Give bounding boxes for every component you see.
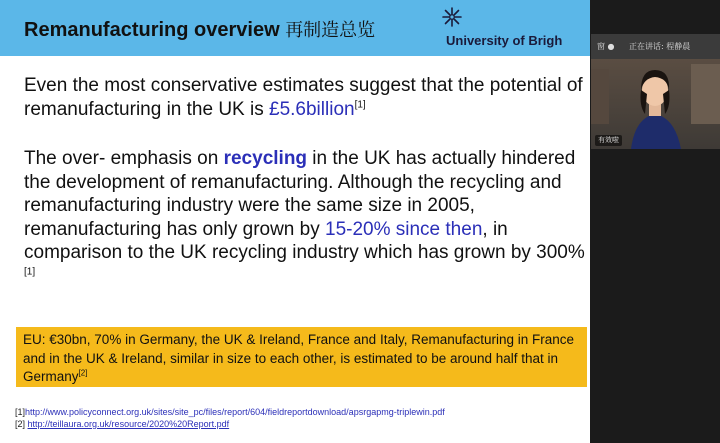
para2-text-c: , in comparison to the UK recycling industry which has grown by 300% bbox=[24, 218, 585, 263]
eu-callout-box bbox=[16, 327, 587, 387]
reference-2 bbox=[15, 419, 229, 429]
video-speaking-label: 正在讲话: 程静晨 bbox=[629, 42, 691, 51]
participant-name-tag: 有效啦 bbox=[595, 135, 622, 146]
video-title-bar bbox=[591, 34, 720, 59]
video-thumbnail[interactable] bbox=[591, 34, 720, 149]
para2-text-a: The over- emphasis on bbox=[24, 148, 224, 169]
reference-1-link[interactable]: http://www.policyconnect.org.uk/sites/site_pc/files/report/604/fieldreportdownload/apsrgapmg-triplewin.pdf bbox=[25, 407, 445, 417]
para1-text: Even the most conservative estimates suggest that the potential of remanufacturing in the UK is bbox=[24, 75, 583, 120]
slide-header bbox=[0, 0, 590, 56]
para2-highlight: 15-20% since then bbox=[325, 218, 483, 240]
title-chinese: 再制造总览 bbox=[285, 20, 376, 41]
title-text: Remanufacturing overview bbox=[24, 19, 280, 41]
reference-1-label: [1] bbox=[15, 407, 26, 417]
university-name: University of Brigh bbox=[446, 33, 563, 48]
para1-ref: [1] bbox=[354, 99, 366, 111]
para2-text-b: in the UK has actually hindered the development of remanufacturing. Although the recycling and remanufacturing industry were the same size in 2005, remanufacturing has only grown by bbox=[24, 148, 576, 240]
eu-text: EU: €30bn, 70% in Germany, the UK & Ireland, France and Italy, Remanufacturing in France and in the UK & Ireland, similar in size to each other, is estimated to be around half that in Germany bbox=[23, 332, 575, 384]
para1-highlight: £5.6billion bbox=[269, 98, 355, 120]
university-logo-icon bbox=[441, 6, 463, 28]
video-window-label: 窗 ● bbox=[597, 42, 615, 51]
slide-title bbox=[24, 16, 375, 42]
reference-2-label: [2] bbox=[15, 419, 28, 429]
eu-callout-text bbox=[23, 331, 589, 387]
para2-keyword: recycling bbox=[223, 148, 308, 169]
paragraph-recycling bbox=[24, 147, 586, 288]
reference-2-link[interactable]: http://teillaura.org.uk/resource/2020%20Report.pdf bbox=[27, 419, 230, 429]
paragraph-potential bbox=[24, 74, 584, 121]
eu-ref: [2] bbox=[78, 368, 88, 378]
reference-1 bbox=[15, 407, 445, 417]
para2-ref: [1] bbox=[24, 266, 36, 278]
